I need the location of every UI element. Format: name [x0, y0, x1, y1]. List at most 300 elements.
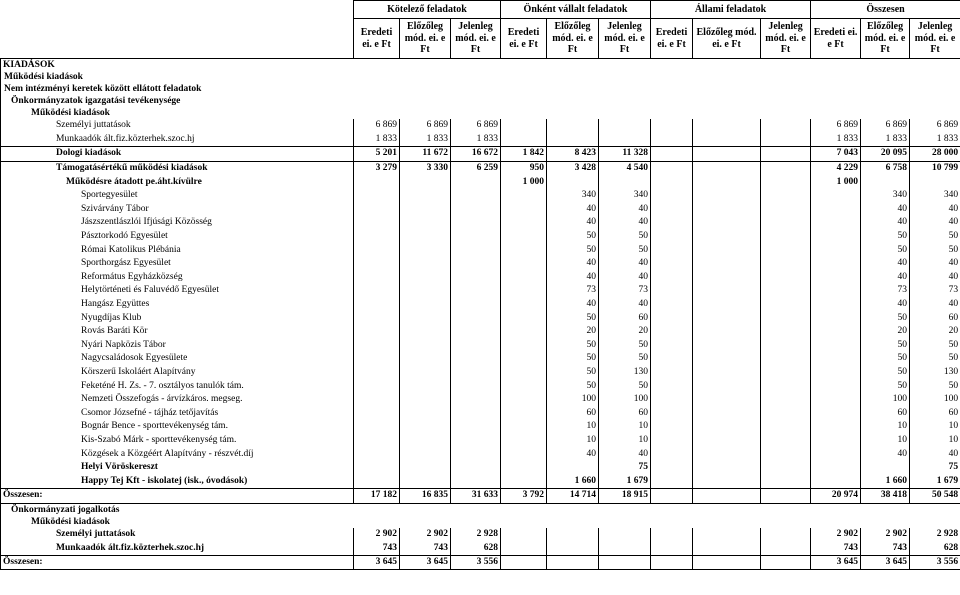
- cell-value: 5 201: [354, 147, 400, 162]
- cell-value: [651, 133, 693, 147]
- cell-value: 20: [599, 325, 651, 339]
- cell-value: [651, 325, 693, 339]
- row-label: Bognár Bence - sporttevékenység tám.: [1, 420, 354, 434]
- cell-value: [693, 366, 761, 380]
- cell-value: 1 660: [861, 474, 910, 488]
- table-body: [1, 1, 960, 570]
- cell-value: 40: [861, 203, 910, 217]
- cell-value: 60: [910, 406, 960, 420]
- header-sub: Jelenleg mód. ei. e Ft: [599, 19, 651, 59]
- cell-value: 40: [599, 298, 651, 312]
- cell-value: 20: [547, 325, 599, 339]
- cell-value: 40: [910, 298, 960, 312]
- cell-value: [693, 216, 761, 230]
- cell-value: [501, 203, 547, 217]
- cell-value: [354, 203, 400, 217]
- cell-value: 50: [910, 339, 960, 353]
- cell-value: [693, 447, 761, 461]
- cell-value: [501, 541, 547, 555]
- cell-value: 130: [910, 366, 960, 380]
- section-row: [1, 516, 960, 528]
- cell-value: [761, 555, 811, 570]
- table-row: [1, 284, 960, 298]
- table-row: [1, 230, 960, 244]
- cell-value: 73: [599, 284, 651, 298]
- cell-value: [354, 230, 400, 244]
- table-row: [1, 420, 960, 434]
- cell-value: [761, 393, 811, 407]
- cell-value: [693, 298, 761, 312]
- header-sub: Eredeti ei. e Ft: [354, 19, 400, 59]
- cell-value: [354, 474, 400, 488]
- cell-value: [354, 393, 400, 407]
- cell-value: [451, 189, 501, 203]
- cell-value: [651, 175, 693, 189]
- cell-value: [651, 555, 693, 570]
- cell-value: [651, 366, 693, 380]
- cell-value: [761, 461, 811, 475]
- cell-value: 40: [861, 271, 910, 285]
- header-blank: [1, 1, 354, 19]
- table-row: [1, 216, 960, 230]
- cell-value: 4 540: [599, 161, 651, 175]
- cell-value: [354, 311, 400, 325]
- cell-value: 20 974: [811, 489, 861, 504]
- table-row: [1, 119, 960, 133]
- cell-value: [451, 284, 501, 298]
- cell-value: [761, 271, 811, 285]
- header-blank: [1, 19, 354, 59]
- cell-value: [451, 406, 501, 420]
- cell-value: [501, 393, 547, 407]
- cell-value: [693, 420, 761, 434]
- cell-value: [761, 541, 811, 555]
- row-label: Nemzeti Összefogás - árvízkáros. megseg.: [1, 393, 354, 407]
- cell-value: 40: [910, 257, 960, 271]
- row-label: Körszerű Iskoláért Alapítvány: [1, 366, 354, 380]
- cell-value: 50: [547, 230, 599, 244]
- cell-value: 60: [599, 311, 651, 325]
- cell-value: [400, 379, 451, 393]
- cell-value: [761, 147, 811, 162]
- cell-value: 50: [599, 243, 651, 257]
- cell-value: [400, 284, 451, 298]
- cell-value: [761, 230, 811, 244]
- cell-value: 130: [599, 366, 651, 380]
- cell-value: [693, 133, 761, 147]
- cell-value: [354, 406, 400, 420]
- cell-value: 340: [599, 189, 651, 203]
- cell-value: 6 259: [451, 161, 501, 175]
- row-label: Nagycsaládosok Egyesülete: [1, 352, 354, 366]
- cell-value: [451, 393, 501, 407]
- section-label: Nem intézményi keretek között ellátott feladatok: [1, 83, 960, 95]
- cell-value: [761, 161, 811, 175]
- cell-value: [599, 133, 651, 147]
- row-label: Szivárvány Tábor: [1, 203, 354, 217]
- cell-value: 2 902: [861, 528, 910, 542]
- section-row: [1, 83, 960, 95]
- cell-value: [761, 203, 811, 217]
- cell-value: 6 869: [861, 119, 910, 133]
- row-label: Rovás Baráti Kör: [1, 325, 354, 339]
- cell-value: [651, 379, 693, 393]
- cell-value: [693, 379, 761, 393]
- header-group-kotelezo: Kötelező feladatok: [354, 1, 501, 19]
- cell-value: [761, 216, 811, 230]
- cell-value: [761, 352, 811, 366]
- cell-value: 40: [599, 216, 651, 230]
- header-sub: Jelenleg mód. ei. e Ft: [761, 19, 811, 59]
- cell-value: [693, 339, 761, 353]
- cell-value: 50: [910, 352, 960, 366]
- row-label: Munkaadók ált.fiz.közterhek.szoc.hj: [1, 133, 354, 147]
- cell-value: [547, 541, 599, 555]
- cell-value: [501, 528, 547, 542]
- cell-value: [547, 461, 599, 475]
- cell-value: 73: [910, 284, 960, 298]
- cell-value: [451, 379, 501, 393]
- cell-value: [501, 461, 547, 475]
- cell-value: [693, 461, 761, 475]
- table-row: [1, 541, 960, 555]
- cell-value: 50: [599, 230, 651, 244]
- header-group-osszesen: Összesen: [811, 1, 960, 19]
- cell-value: 50: [547, 366, 599, 380]
- cell-value: [651, 311, 693, 325]
- cell-value: [400, 406, 451, 420]
- cell-value: [651, 298, 693, 312]
- cell-value: 50: [547, 243, 599, 257]
- cell-value: 50: [599, 339, 651, 353]
- cell-value: 40: [547, 447, 599, 461]
- cell-value: 10: [861, 434, 910, 448]
- cell-value: 3 645: [811, 555, 861, 570]
- cell-value: 40: [547, 257, 599, 271]
- cell-value: 75: [599, 461, 651, 475]
- cell-value: [400, 311, 451, 325]
- cell-value: [693, 325, 761, 339]
- cell-value: [354, 175, 400, 189]
- cell-value: [910, 175, 960, 189]
- cell-value: [501, 243, 547, 257]
- cell-value: [354, 352, 400, 366]
- cell-value: 10: [547, 434, 599, 448]
- cell-value: 2 902: [400, 528, 451, 542]
- cell-value: [761, 311, 811, 325]
- row-label: Támogatásértékű működési kiadások: [1, 161, 354, 175]
- cell-value: [811, 461, 861, 475]
- cell-value: 40: [599, 257, 651, 271]
- cell-value: 1 833: [354, 133, 400, 147]
- cell-value: [451, 474, 501, 488]
- cell-value: 50: [861, 366, 910, 380]
- cell-value: 6 869: [451, 119, 501, 133]
- cell-value: 50: [910, 230, 960, 244]
- cell-value: [451, 257, 501, 271]
- cell-value: [501, 555, 547, 570]
- cell-value: [761, 489, 811, 504]
- cell-value: [501, 271, 547, 285]
- section-label: Önkormányzati jogalkotás: [1, 503, 960, 516]
- table-row: [1, 271, 960, 285]
- cell-value: [501, 284, 547, 298]
- cell-value: [861, 461, 910, 475]
- row-label: Pásztorkodó Egyesület: [1, 230, 354, 244]
- cell-value: [693, 489, 761, 504]
- cell-value: [761, 298, 811, 312]
- cell-value: [354, 434, 400, 448]
- cell-value: 3 556: [910, 555, 960, 570]
- total-row: [1, 555, 960, 570]
- cell-value: [400, 325, 451, 339]
- cell-value: [501, 230, 547, 244]
- cell-value: [599, 175, 651, 189]
- cell-value: 50 548: [910, 489, 960, 504]
- cell-value: [400, 352, 451, 366]
- cell-value: [451, 311, 501, 325]
- cell-value: [693, 203, 761, 217]
- cell-value: [354, 366, 400, 380]
- table-row: [1, 175, 960, 189]
- cell-value: [651, 189, 693, 203]
- header-sub: Eredeti ei. e Ft: [501, 19, 547, 59]
- cell-value: [761, 133, 811, 147]
- row-label: Személyi juttatások: [1, 528, 354, 542]
- header-sub-row: [1, 19, 960, 59]
- cell-value: 6 869: [910, 119, 960, 133]
- cell-value: [811, 298, 861, 312]
- cell-value: [599, 541, 651, 555]
- cell-value: 3 792: [501, 489, 547, 504]
- cell-value: [400, 203, 451, 217]
- cell-value: [354, 420, 400, 434]
- table-row: [1, 393, 960, 407]
- cell-value: 50: [547, 339, 599, 353]
- table-row: [1, 133, 960, 147]
- cell-value: [811, 284, 861, 298]
- section-label: Működési kiadások: [1, 71, 960, 83]
- cell-value: [599, 555, 651, 570]
- cell-value: 40: [547, 298, 599, 312]
- cell-value: 40: [547, 203, 599, 217]
- cell-value: [651, 541, 693, 555]
- header-sub: Eredeti ei. e Ft: [651, 19, 693, 59]
- cell-value: 50: [861, 230, 910, 244]
- cell-value: [354, 189, 400, 203]
- cell-value: [651, 119, 693, 133]
- cell-value: 40: [861, 257, 910, 271]
- cell-value: [811, 230, 861, 244]
- cell-value: 10: [910, 434, 960, 448]
- cell-value: [811, 366, 861, 380]
- cell-value: [400, 474, 451, 488]
- cell-value: [547, 133, 599, 147]
- cell-value: 73: [547, 284, 599, 298]
- cell-value: [547, 119, 599, 133]
- cell-value: 11 672: [400, 147, 451, 162]
- row-label: Hangász Együttes: [1, 298, 354, 312]
- table-row: [1, 434, 960, 448]
- cell-value: 40: [547, 271, 599, 285]
- cell-value: [400, 434, 451, 448]
- cell-value: [693, 528, 761, 542]
- cell-value: [811, 406, 861, 420]
- section-row: [1, 95, 960, 107]
- cell-value: 1 000: [811, 175, 861, 189]
- cell-value: [693, 393, 761, 407]
- cell-value: [651, 406, 693, 420]
- cell-value: [547, 528, 599, 542]
- cell-value: [451, 447, 501, 461]
- cell-value: [451, 243, 501, 257]
- cell-value: [451, 175, 501, 189]
- cell-value: 40: [547, 216, 599, 230]
- cell-value: [354, 284, 400, 298]
- cell-value: [354, 298, 400, 312]
- header-group-onkent: Önként vállalt feladatok: [501, 1, 651, 19]
- cell-value: 8 423: [547, 147, 599, 162]
- cell-value: [400, 420, 451, 434]
- cell-value: 16 672: [451, 147, 501, 162]
- cell-value: [501, 447, 547, 461]
- cell-value: 14 714: [547, 489, 599, 504]
- cell-value: 40: [599, 203, 651, 217]
- cell-value: [651, 161, 693, 175]
- cell-value: [693, 406, 761, 420]
- cell-value: [651, 434, 693, 448]
- cell-value: [811, 257, 861, 271]
- table-row: [1, 406, 960, 420]
- cell-value: [501, 379, 547, 393]
- header-sub: Jelenleg mód. ei. e Ft: [451, 19, 501, 59]
- cell-value: [451, 461, 501, 475]
- cell-value: [761, 284, 811, 298]
- cell-value: [811, 420, 861, 434]
- cell-value: [354, 243, 400, 257]
- table-row: [1, 311, 960, 325]
- cell-value: 20: [910, 325, 960, 339]
- row-label: Működésre átadott pe.áht.kívülre: [1, 175, 354, 189]
- cell-value: [400, 339, 451, 353]
- cell-value: [811, 271, 861, 285]
- table-row: [1, 325, 960, 339]
- header-sub: Eredeti ei. e Ft: [811, 19, 861, 59]
- cell-value: [811, 434, 861, 448]
- cell-value: 100: [547, 393, 599, 407]
- cell-value: [501, 420, 547, 434]
- cell-value: [501, 434, 547, 448]
- cell-value: 10: [910, 420, 960, 434]
- cell-value: [400, 230, 451, 244]
- cell-value: [501, 216, 547, 230]
- cell-value: [811, 339, 861, 353]
- cell-value: [761, 339, 811, 353]
- cell-value: [400, 366, 451, 380]
- cell-value: [400, 175, 451, 189]
- row-label: Helyi Vöröskereszt: [1, 461, 354, 475]
- cell-value: [599, 119, 651, 133]
- cell-value: 1 660: [547, 474, 599, 488]
- cell-value: [451, 420, 501, 434]
- cell-value: 340: [861, 189, 910, 203]
- row-label: Csomor Józsefné - tájház tetőjavítás: [1, 406, 354, 420]
- cell-value: [811, 203, 861, 217]
- cell-value: [354, 257, 400, 271]
- cell-value: 2 928: [451, 528, 501, 542]
- cell-value: [693, 243, 761, 257]
- cell-value: [693, 147, 761, 162]
- cell-value: [400, 298, 451, 312]
- cell-value: 3 645: [400, 555, 451, 570]
- cell-value: [400, 216, 451, 230]
- cell-value: [761, 420, 811, 434]
- cell-value: [693, 474, 761, 488]
- cell-value: [761, 325, 811, 339]
- cell-value: 40: [910, 447, 960, 461]
- cell-value: [811, 379, 861, 393]
- cell-value: [761, 175, 811, 189]
- cell-value: 3 556: [451, 555, 501, 570]
- cell-value: 50: [861, 352, 910, 366]
- table-row: [1, 461, 960, 475]
- row-label: Jászszentlászlói Ifjúsági Közösség: [1, 216, 354, 230]
- row-label: Feketéné H. Zs. - 7. osztályos tanulók tám.: [1, 379, 354, 393]
- cell-value: 60: [547, 406, 599, 420]
- cell-value: [761, 366, 811, 380]
- cell-value: [651, 284, 693, 298]
- cell-value: 4 229: [811, 161, 861, 175]
- cell-value: [651, 447, 693, 461]
- cell-value: [761, 434, 811, 448]
- cell-value: 6 869: [811, 119, 861, 133]
- cell-value: [693, 230, 761, 244]
- row-label: Sporthorgász Egyesület: [1, 257, 354, 271]
- cell-value: 40: [861, 216, 910, 230]
- cell-value: 3 330: [400, 161, 451, 175]
- cell-value: 75: [910, 461, 960, 475]
- cell-value: [451, 230, 501, 244]
- cell-value: [400, 393, 451, 407]
- cell-value: [354, 379, 400, 393]
- cell-value: [651, 216, 693, 230]
- table-row: [1, 379, 960, 393]
- cell-value: [501, 298, 547, 312]
- cell-value: 1 833: [910, 133, 960, 147]
- cell-value: [693, 271, 761, 285]
- header-sub: Előzőleg mód. ei. e Ft: [400, 19, 451, 59]
- cell-value: 31 633: [451, 489, 501, 504]
- section-label: Működési kiadások: [1, 107, 960, 119]
- cell-value: [761, 243, 811, 257]
- cell-value: [651, 420, 693, 434]
- cell-value: 340: [547, 189, 599, 203]
- cell-value: [761, 119, 811, 133]
- table-row: [1, 366, 960, 380]
- cell-value: 60: [599, 406, 651, 420]
- cell-value: 50: [861, 311, 910, 325]
- cell-value: 1 842: [501, 147, 547, 162]
- table-row: [1, 339, 960, 353]
- header-sub: Jelenleg mód. ei. e Ft: [910, 19, 960, 59]
- cell-value: [761, 474, 811, 488]
- cell-value: 1 833: [811, 133, 861, 147]
- cell-value: [400, 447, 451, 461]
- cell-value: 3 645: [861, 555, 910, 570]
- section-label: Működési kiadások: [1, 516, 960, 528]
- cell-value: 10: [547, 420, 599, 434]
- cell-value: 1 833: [400, 133, 451, 147]
